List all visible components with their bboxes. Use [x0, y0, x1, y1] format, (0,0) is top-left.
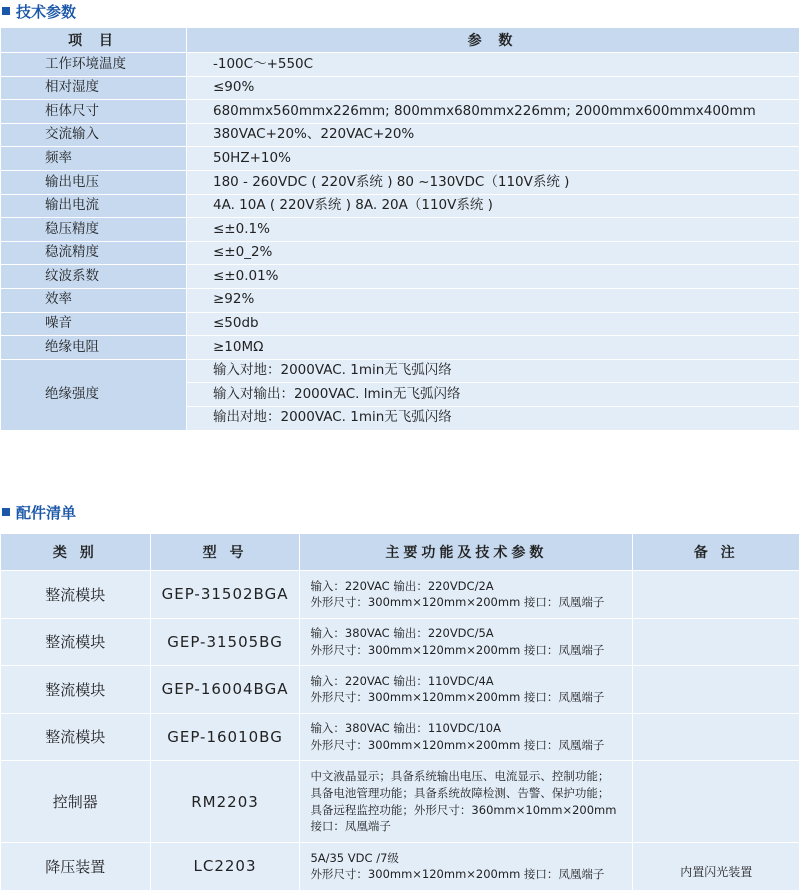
acc-header-row — [1, 534, 800, 571]
acc-description — [300, 713, 633, 761]
acc-description-line: 外形尺寸：300mm×120mm×200mm 接口：凤凰端子 — [310, 737, 605, 752]
acc-model: RM2203 — [150, 761, 300, 843]
acc-model: GEP-31505BG — [150, 618, 300, 666]
spec-row — [1, 218, 800, 242]
acc-description-line: 中文液晶显示；具备系统输出电压、电流显示、控制功能； — [310, 769, 610, 784]
acc-header-note: 备 注 — [633, 534, 800, 571]
spec-item-label: 频率 — [1, 147, 187, 171]
spec-row — [1, 312, 800, 336]
acc-header-model: 型 号 — [150, 534, 300, 571]
acc-description-line: 输入：380VAC 输出：220VDC/5A — [310, 626, 494, 641]
spec-item-value: ≤±0.1% — [187, 218, 800, 242]
spec-item-label: 稳压精度 — [1, 218, 187, 242]
acc-model: GEP-16004BGA — [150, 666, 300, 714]
acc-description — [300, 666, 633, 714]
spec-item-label: 输出电压 — [1, 170, 187, 194]
acc-header-category: 类 别 — [1, 534, 151, 571]
acc-description — [300, 618, 633, 666]
acc-category: 整流模块 — [1, 713, 151, 761]
acc-description-line: 外形尺寸：300mm×120mm×200mm 接口：凤凰端子 — [310, 867, 605, 882]
spec-item-label: 绝缘电阻 — [1, 336, 187, 360]
spec-row — [1, 76, 800, 100]
accessory-table — [0, 533, 800, 891]
spec-item-value: ≤±0_2% — [187, 241, 800, 265]
acc-description-line: 外形尺寸：300mm×120mm×200mm 接口：凤凰端子 — [310, 595, 605, 610]
spec-row — [1, 241, 800, 265]
acc-category: 降压装置 — [1, 843, 151, 891]
spec-item-label: 柜体尺寸 — [1, 100, 187, 124]
spec-row — [1, 194, 800, 218]
square-bullet-icon — [2, 7, 10, 15]
acc-note — [633, 666, 800, 714]
acc-category: 控制器 — [1, 761, 151, 843]
spec-row — [1, 265, 800, 289]
acc-model: GEP-31502BGA — [150, 571, 300, 619]
square-bullet-icon — [2, 508, 10, 516]
acc-description-line: 接口：凤凰端子 — [310, 819, 391, 834]
spec-item-label: 输出电流 — [1, 194, 187, 218]
acc-note — [633, 713, 800, 761]
spec-section-title: 技术参数 — [2, 0, 76, 22]
acc-row — [1, 843, 800, 891]
spec-table — [0, 27, 800, 431]
spec-item-value: 680mmx560mmx226mm; 800mmx680mmx226mm; 2000mmx600mmx400mm — [187, 100, 800, 124]
acc-description-line: 具备电池管理功能；具备系统故障检测、告警、保护功能； — [310, 785, 610, 800]
spec-item-label: 稳流精度 — [1, 241, 187, 265]
acc-row — [1, 666, 800, 714]
acc-model: LC2203 — [150, 843, 300, 891]
spec-item-label: 效率 — [1, 288, 187, 312]
spec-item-value: ≤90% — [187, 76, 800, 100]
acc-note — [633, 618, 800, 666]
spec-item-value: 50HZ+10% — [187, 147, 800, 171]
spec-item-value: 输入对输出：2000VAC. lmin无飞弧闪络 — [187, 383, 800, 407]
acc-model: GEP-16010BG — [150, 713, 300, 761]
spec-item-value: 4A. 10A ( 220V系统 ) 8A. 20A（110V系统 ) — [187, 194, 800, 218]
acc-row — [1, 713, 800, 761]
spec-row — [1, 123, 800, 147]
spec-item-value: ≤50db — [187, 312, 800, 336]
acc-description-line: 输入：380VAC 输出：110VDC/10A — [310, 721, 501, 736]
acc-note — [633, 761, 800, 843]
spec-item-label: 绝缘强度 — [1, 359, 187, 430]
spec-item-label: 噪音 — [1, 312, 187, 336]
spec-item-value: ≥92% — [187, 288, 800, 312]
spec-item-value: 180 - 260VDC ( 220V系统 ) 80 ~130VDC（110V系统 ) — [187, 170, 800, 194]
acc-category: 整流模块 — [1, 571, 151, 619]
acc-category: 整流模块 — [1, 666, 151, 714]
acc-header-desc: 主要功能及技术参数 — [300, 534, 633, 571]
spec-row — [1, 359, 800, 383]
acc-description — [300, 761, 633, 843]
spec-header-row — [1, 28, 800, 53]
spec-row — [1, 288, 800, 312]
spec-item-label: 交流输入 — [1, 123, 187, 147]
acc-note: 内置闪光装置 — [633, 843, 800, 891]
acc-description-line: 5A/35 VDC /7级 — [310, 850, 399, 865]
spec-item-value: 输出对地：2000VAC. 1min无飞弧闪络 — [187, 406, 800, 430]
spec-row — [1, 53, 800, 77]
acc-description-line: 外形尺寸：300mm×120mm×200mm 接口：凤凰端子 — [310, 642, 605, 657]
spec-item-value: ≤±0.01% — [187, 265, 800, 289]
spec-item-label: 工作环境温度 — [1, 53, 187, 77]
acc-note — [633, 571, 800, 619]
spec-item-value: 380VAC+20%、220VAC+20% — [187, 123, 800, 147]
spec-row — [1, 147, 800, 171]
acc-description — [300, 843, 633, 891]
acc-category: 整流模块 — [1, 618, 151, 666]
spec-row — [1, 170, 800, 194]
acc-description-line: 输入：220VAC 输出：220VDC/2A — [310, 578, 494, 593]
spec-item-value: 输入对地：2000VAC. 1min无飞弧闪络 — [187, 359, 800, 383]
acc-description-line: 具备远程监控功能；外形尺寸：360mm×10mm×200mm — [310, 802, 617, 817]
spec-header-item: 项 目 — [1, 28, 187, 53]
acc-description — [300, 571, 633, 619]
spec-item-label: 相对湿度 — [1, 76, 187, 100]
acc-description-line: 外形尺寸：300mm×120mm×200mm 接口：凤凰端子 — [310, 690, 605, 705]
acc-row — [1, 761, 800, 843]
spec-row — [1, 336, 800, 360]
acc-section-title: 配件清单 — [2, 501, 76, 523]
spec-item-value: -100C～+550C — [187, 53, 800, 77]
spec-item-value: ≥10MΩ — [187, 336, 800, 360]
acc-row — [1, 618, 800, 666]
spec-row — [1, 100, 800, 124]
spec-item-label: 纹波系数 — [1, 265, 187, 289]
spec-header-value: 参 数 — [187, 28, 800, 53]
acc-row — [1, 571, 800, 619]
acc-description-line: 输入：220VAC 输出：110VDC/4A — [310, 673, 494, 688]
